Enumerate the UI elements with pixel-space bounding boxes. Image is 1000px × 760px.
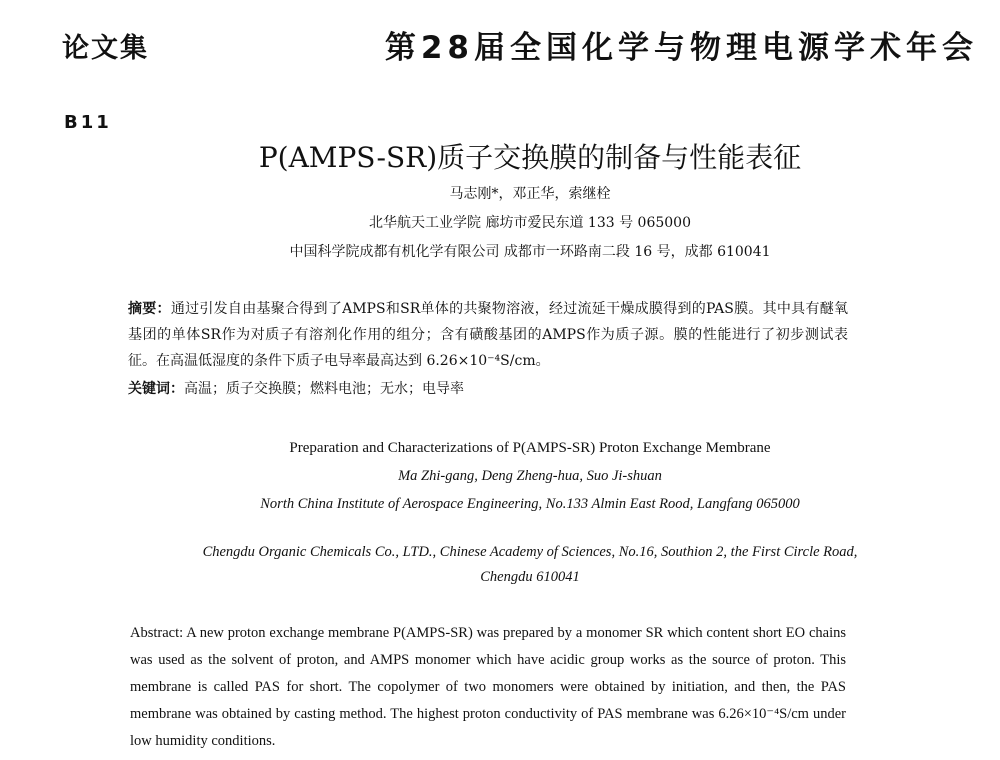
paper-code: B11: [64, 112, 112, 133]
affiliation-2-cn: 中国科学院成都有机化学有限公司 成都市一环路南二段 16 号，成都 610041: [289, 244, 771, 260]
affiliation-2-en-line2: Chengdu 610041: [480, 569, 580, 585]
keywords-cn: [128, 378, 464, 398]
keywords-cn-text: 高温；质子交换膜；燃料电池；无水；电导率: [184, 381, 464, 397]
abstract-cn-text: 通过引发自由基聚合得到了AMPS和SR单体的共聚物溶液，经过流延干燥成膜得到的PAS膜。其中具有醚氧基团的单体SR作为对质子有溶剂化作用的组分；含有磺酸基团的AMPS作为质子源。膜的性能进行了初步测试表征。在高温低湿度的条件下质子电导率最高达到 6.26×10⁻⁴S/cm。: [128, 301, 849, 369]
abstract-cn-label: 摘要：: [128, 301, 171, 317]
running-header-left: 论文集: [62, 33, 149, 64]
keywords-cn-label: 关键词：: [128, 381, 184, 397]
abstract-cn: [128, 296, 848, 374]
authors-en: Ma Zhi-gang, Deng Zheng-hua, Suo Ji-shuan: [398, 468, 662, 484]
paper-title-en: Preparation and Characterizations of P(AMPS-SR) Proton Exchange Membrane: [289, 440, 771, 456]
affiliation-1-cn: 北华航天工业学院 廊坊市爱民东道 133 号 065000: [369, 215, 691, 231]
affiliation-1-en: North China Institute of Aerospace Engineering, No.133 Almin East Rood, Langfang 065000: [260, 496, 800, 512]
affiliation-2-en-line1: Chengdu Organic Chemicals Co., LTD., Chinese Academy of Sciences, No.16, Southion 2, the First Circle Road,: [202, 544, 858, 560]
authors-cn: 马志刚*，邓正华，索继栓: [449, 186, 611, 202]
abstract-en: Abstract: A new proton exchange membrane P(AMPS-SR) was prepared by a monomer SR which content short EO chains was used as the solvent of proton, and AMPS monomer which have acidic group works as the source of proton. This membrane is called PAS for short. The copolymer of two monomers were obtained by initiation, and then, the PAS membrane was obtained by casting method. The highest proton conductivity of PAS membrane was 6.26×10⁻⁴S/cm under low humidity conditions.: [130, 625, 846, 749]
running-header-conference: 第28届全国化学与物理电源学术年会: [384, 30, 978, 66]
paper-title-cn: P(AMPS-SR)质子交换膜的制备与性能表征: [258, 141, 802, 174]
affiliation-2-en: [100, 540, 960, 590]
